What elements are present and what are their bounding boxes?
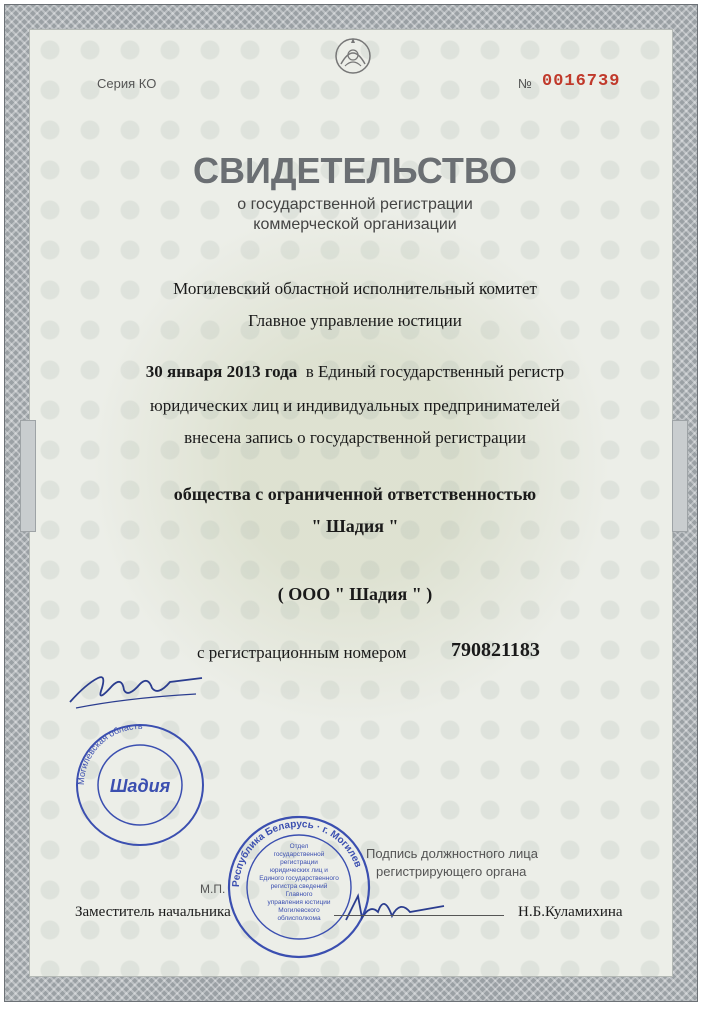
stamp-right-ring-text: Республика Беларусь · г. Могилев: [230, 818, 364, 888]
stamp-right-line-4: юридических лиц и: [270, 867, 328, 874]
company-name: " Шадия ": [311, 516, 399, 536]
company-short-name: ( ООО " Шадия " ): [277, 584, 433, 604]
company-type: общества с ограниченной ответственностью: [173, 484, 537, 504]
authority-line-1: Могилевский областной исполнительный комитет: [173, 279, 537, 298]
stamp-right-line-3: регистрации: [280, 859, 318, 866]
stamp-left-ring-text: Могилевская область: [75, 720, 143, 786]
series-label: Серия КО: [97, 76, 157, 91]
registration-date: 30 января 2013 года: [145, 362, 298, 381]
number-sign: №: [518, 76, 532, 91]
stamp-right-line-7: Главного: [285, 891, 313, 898]
signer-position: Заместитель начальника: [75, 904, 231, 920]
stamp-right-line-1: Отдел: [289, 843, 309, 850]
authority-line-2: Главное управление юстиции: [248, 311, 462, 330]
official-signature-icon: [66, 664, 206, 714]
certificate-number: 0016739: [542, 72, 621, 91]
registration-number: 790821183: [451, 639, 540, 661]
stamp-right-line-10: облисполкома: [277, 915, 321, 922]
record-line-2: юридических лиц и индивидуальных предпринимателей: [150, 396, 560, 415]
signature-line: [334, 915, 504, 916]
stamp-right-line-8: управления юстиции: [267, 899, 331, 906]
signer-signature-icon: [340, 886, 450, 930]
stamp-right-line-9: Могилевского: [278, 907, 320, 914]
stamp-right-line-2: государственной: [273, 851, 325, 858]
document-subtitle-1: о государственной регистрации: [237, 196, 473, 213]
document-title: СВИДЕТЕЛЬСТВО: [193, 150, 517, 191]
mp-label: М.П.: [200, 882, 226, 896]
document-subtitle-2: коммерческой организации: [253, 216, 457, 233]
signer-name: Н.Б.Куламихина: [518, 904, 623, 920]
stamp-right-line-6: регистра сведений: [270, 883, 328, 890]
record-line-3: внесена запись о государственной регистрации: [184, 428, 526, 447]
signature-caption-2: регистрирующего органа: [376, 864, 527, 879]
signature-caption-1: Подпись должностного лица: [366, 846, 538, 861]
company-stamp-icon: [70, 720, 210, 850]
stamp-left-center-text: Шадия: [109, 776, 171, 796]
registration-label: с регистрационным номером: [197, 643, 407, 662]
record-line-1-rest: в Единый государственный регистр: [305, 362, 565, 381]
stamp-right-line-5: Единого государственного: [259, 875, 339, 882]
state-emblem-icon: [331, 34, 375, 78]
record-line-1: [0, 362, 710, 382]
